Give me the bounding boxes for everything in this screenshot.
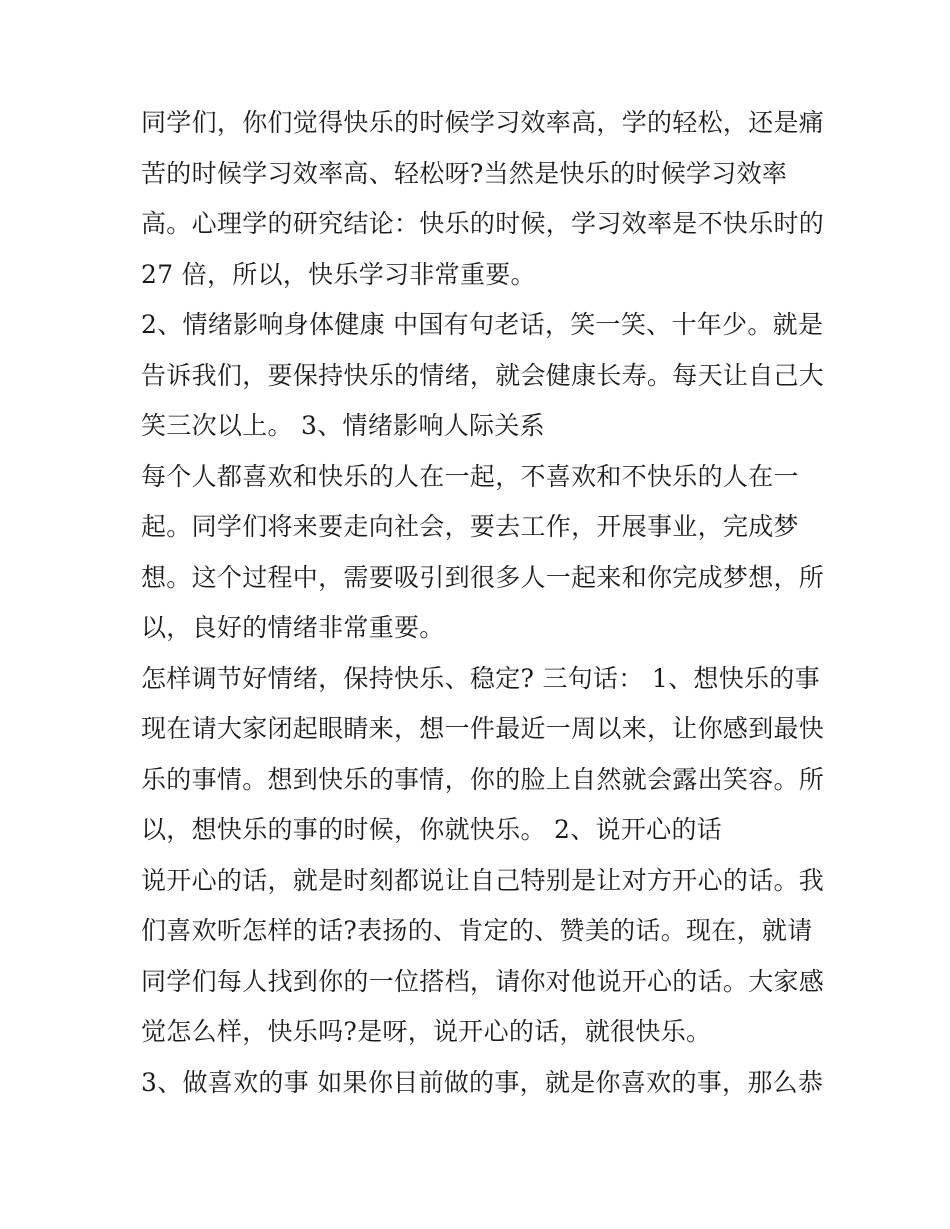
text-line: 起。同学们将来要走向社会，要去工作，开展事业，完成梦 — [141, 512, 799, 541]
body-text — [141, 98, 825, 1108]
text-line: 2、情绪影响身体健康 中国有句老话，笑一笑、十年少。就是 — [141, 310, 824, 339]
text-line: 苦的时候学习效率高、轻松呀?当然是快乐的时候学习效率 — [141, 158, 788, 188]
text-line: 同学们每人找到你的一位搭档，请你对他说开心的话。大家感 — [141, 966, 825, 996]
text-line: 27 倍，所以，快乐学习非常重要。 — [141, 259, 536, 289]
text-line: 同学们，你们觉得快乐的时候学习效率高，学的轻松，还是痛 — [141, 108, 825, 137]
text-line: 以，想快乐的事的时候，你就快乐。 2、说开心的话 — [141, 815, 723, 844]
text-line: 笑三次以上。 3、情绪影响人际关系 — [141, 411, 545, 440]
text-line: 现在请大家闭起眼睛来，想一件最近一周以来，让你感到最快 — [141, 714, 825, 743]
text-line: 告诉我们，要保持快乐的情绪，就会健康长寿。每天让自己大 — [141, 360, 825, 390]
text-line: 想。这个过程中，需要吸引到很多人一起来和你完成梦想，所 — [141, 562, 825, 592]
text-line: 高。心理学的研究结论：快乐的时候，学习效率是不快乐时的 — [141, 209, 825, 238]
text-line: 们喜欢听怎样的话?表扬的、肯定的、赞美的话。现在，就请 — [141, 916, 813, 945]
text-line: 觉怎么样，快乐吗?是呀，说开心的话，就很快乐。 — [141, 1017, 712, 1046]
text-line: 3、做喜欢的事 如果你目前做的事，就是你喜欢的事，那么恭 — [141, 1067, 824, 1097]
text-line: 乐的事情。想到快乐的事情，你的脸上自然就会露出笑容。所 — [141, 764, 825, 794]
text-line: 说开心的话，就是时刻都说让自己特别是让对方开心的话。我 — [141, 865, 825, 895]
text-line: 怎样调节好情绪，保持快乐、稳定? 三句话： 1、想快乐的事 — [141, 663, 820, 693]
text-line: 以，良好的情绪非常重要。 — [141, 613, 445, 642]
text-line: 每个人都喜欢和快乐的人在一起，不喜欢和不快乐的人在一 — [141, 461, 799, 491]
